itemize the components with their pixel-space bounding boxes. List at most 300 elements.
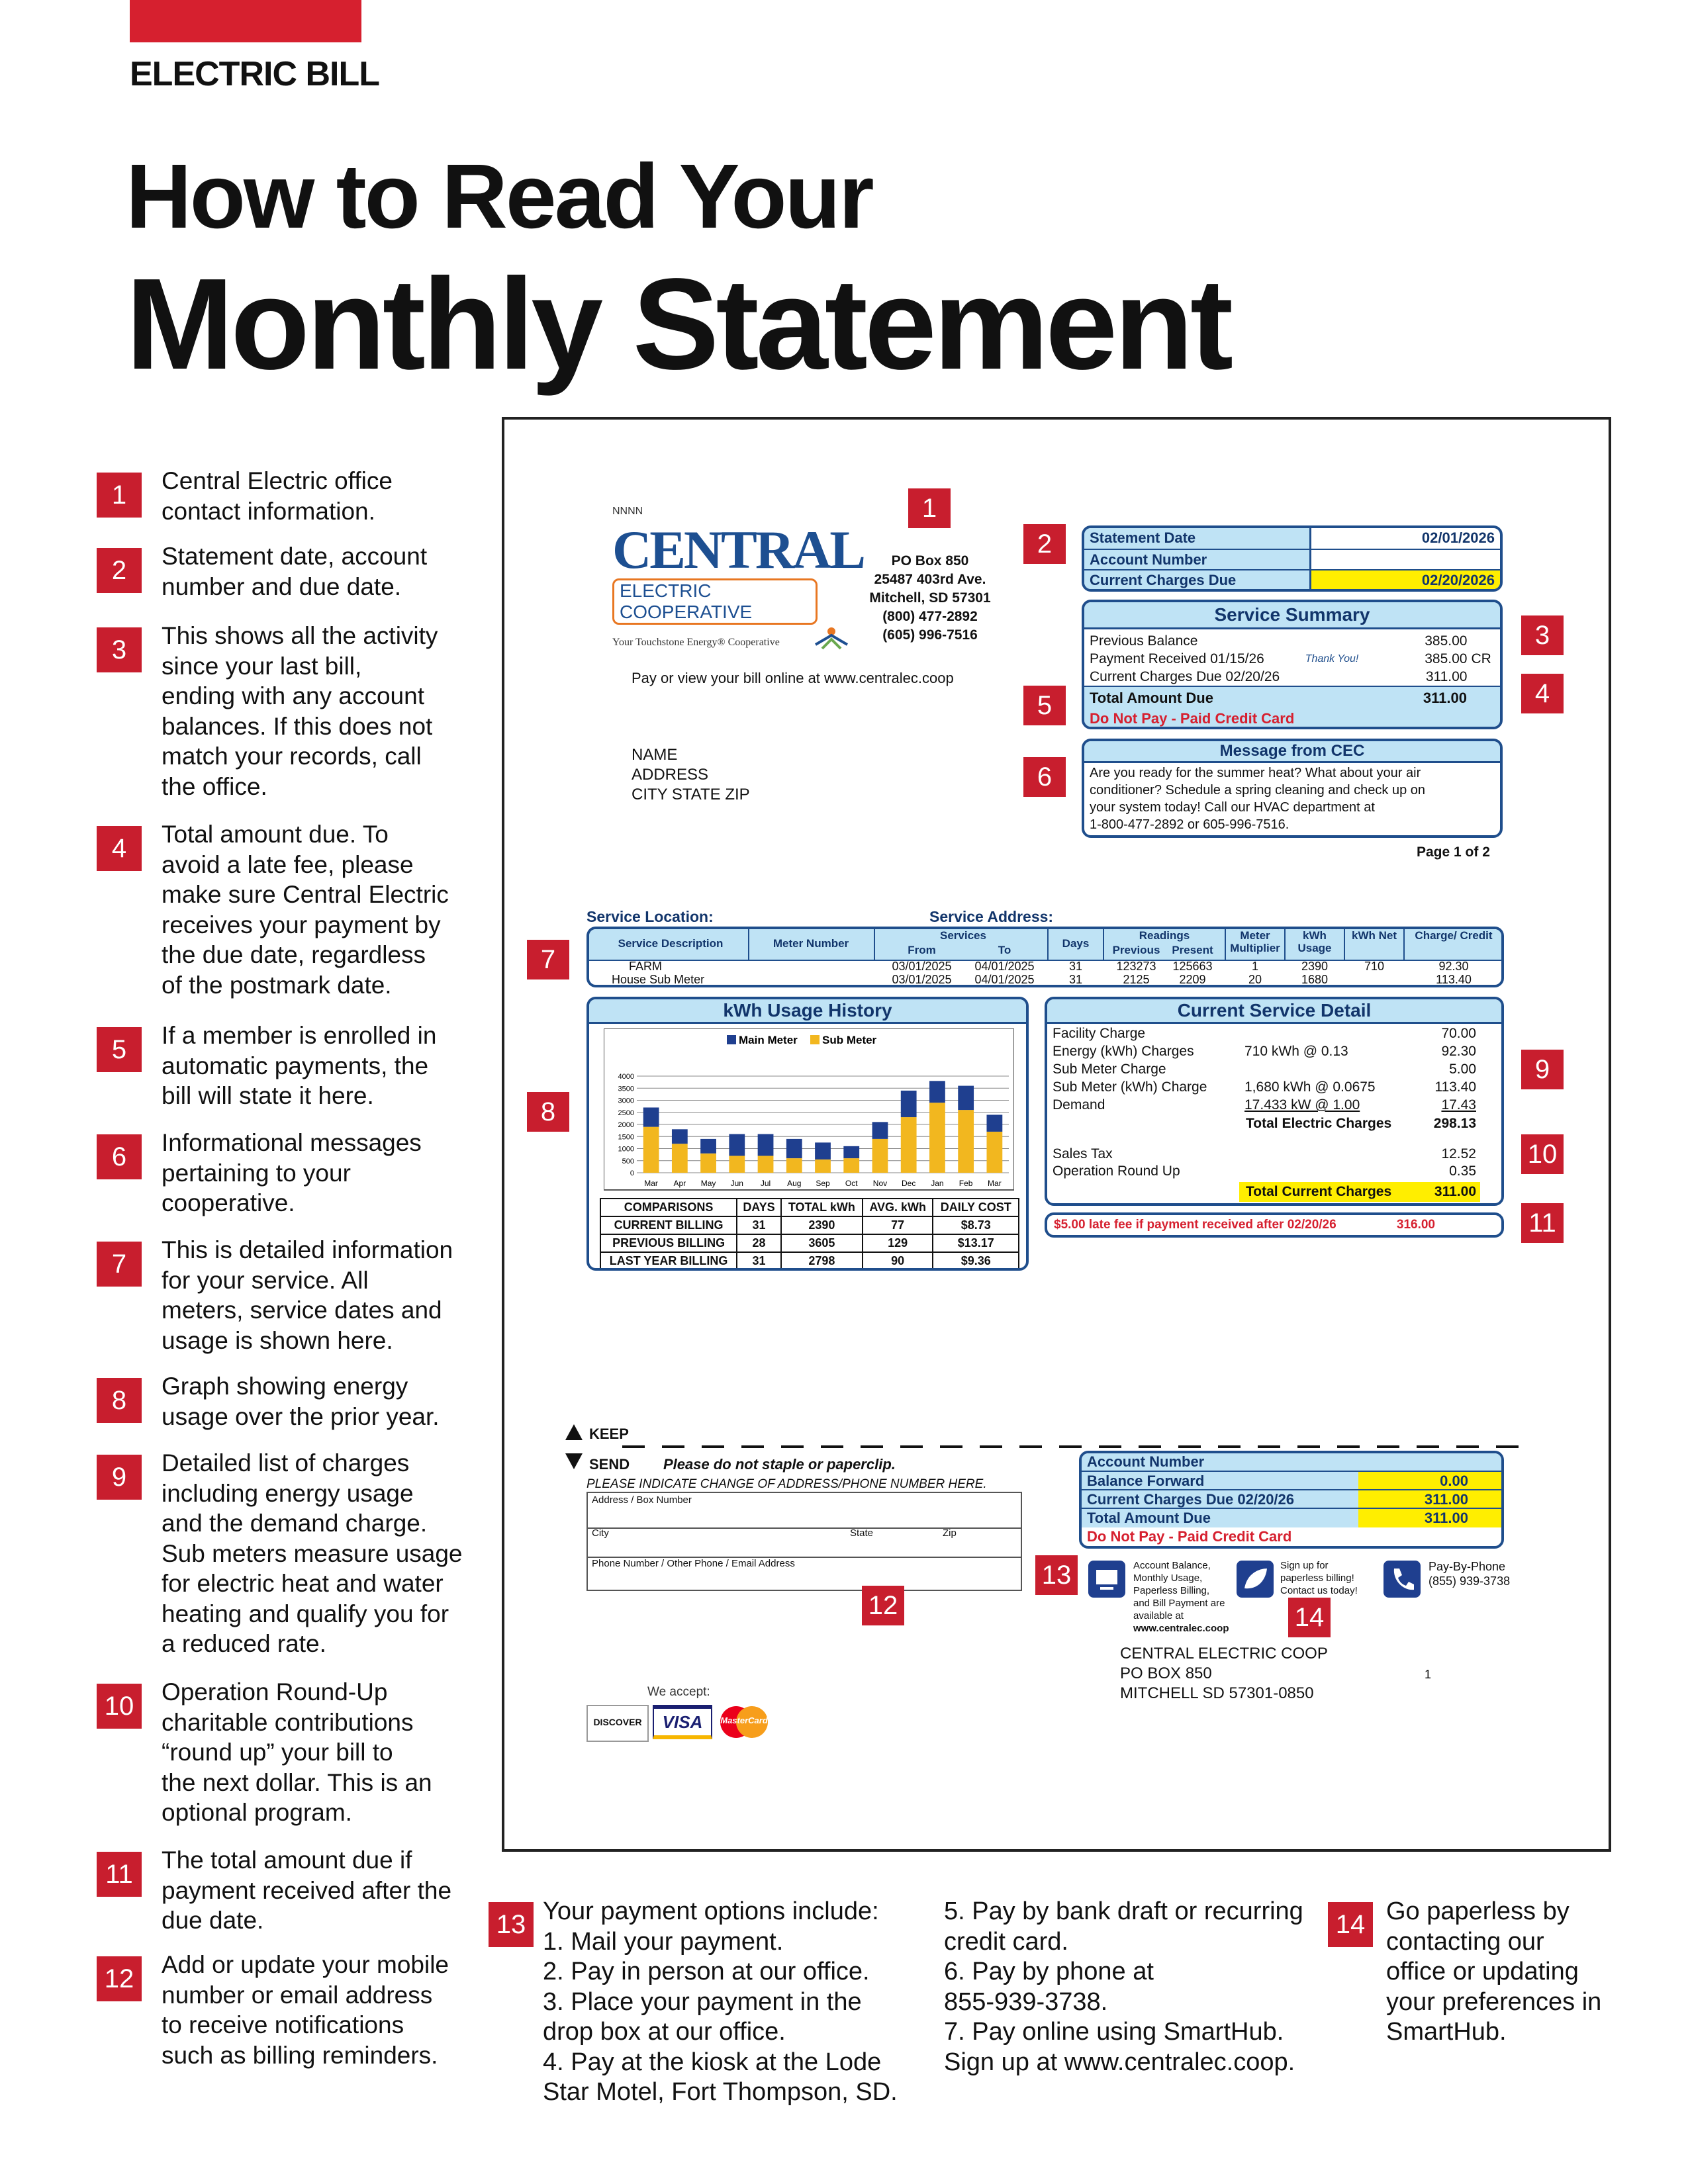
summary-row [1090,668,1495,686]
bar-sub-meter [643,1127,659,1173]
tear-dash [1218,1445,1241,1448]
detail-value: 92.30 [1441,1044,1476,1059]
service-header: Readings [1139,929,1190,942]
usage-chart [604,1028,1014,1194]
badge-12: 12 [97,1956,142,2001]
comparison-header: DAILY COST [933,1199,1019,1216]
x-tick-label: Aug [787,1179,802,1188]
address-field[interactable] [588,1493,1021,1529]
service-header: Previous [1112,944,1160,956]
service-cell: 123273 [1116,960,1156,973]
phone-line: Pay-By-Phone [1429,1560,1506,1573]
y-tick-label: 1500 [618,1133,634,1142]
tear-dash [861,1445,883,1448]
comparison-row [600,1252,1019,1270]
service-header: To [998,944,1011,956]
badge-2: 2 [97,548,142,593]
tear-dash [1258,1445,1280,1448]
bar-sub-meter [843,1158,859,1173]
zip-field-label: Zip [943,1527,957,1539]
office-address-line: PO Box 850 [891,553,969,569]
y-tick-label: 2500 [618,1109,634,1117]
logo-sub: ELECTRIC COOPERATIVE [612,578,818,625]
total-current-row [1239,1182,1480,1202]
y-tick-label: 0 [630,1169,634,1177]
service-cell: 2125 [1123,973,1150,986]
bill-code: NNNN [612,506,643,517]
legend-text-8: Graph showing energy usage over the prior year. [162,1373,440,1430]
comparison-cell: $9.36 [933,1252,1019,1270]
detail-row [1053,1078,1476,1096]
keep-label: KEEP [589,1426,629,1442]
tear-dash [662,1445,684,1448]
detail-label: Sub Meter Charge [1053,1062,1166,1077]
y-tick-label: 4000 [618,1073,634,1081]
comparisons-table [600,1198,1019,1271]
change-form [586,1492,1022,1591]
remit-line: PO BOX 850 [1120,1664,1212,1682]
message-title: Message from CEC [1084,741,1500,763]
tear-dash [741,1445,764,1448]
usage-history-title: kWh Usage History [589,999,1026,1024]
bill-badge-12: 12 [862,1586,904,1625]
statement-date-value: 02/01/2026 [1309,528,1500,549]
bill-badge-14: 14 [1288,1598,1331,1637]
online-line: Monthly Usage, [1133,1572,1203,1584]
service-cell: 04/01/2025 [974,960,1035,973]
badge-5: 5 [97,1027,142,1072]
bill-badge-1: 1 [908,488,951,528]
bill-badge-7: 7 [527,940,569,979]
badge-11: 11 [97,1852,142,1897]
badge-6: 6 [97,1134,142,1179]
service-cell: 2209 [1179,973,1206,986]
paperless-info: Go paperless by contacting our office or updating your preferences in SmartHub. [1386,1897,1602,2046]
legend-text-2: Statement date, account number and due date. [162,543,428,600]
tear-dash [980,1445,1002,1448]
bill-badge-2: 2 [1023,524,1066,564]
stub-balance-value: 0.00 [1358,1472,1501,1490]
x-tick-label: Mar [644,1179,658,1188]
detail-label: Demand [1053,1097,1105,1113]
service-location-label: Service Location: [586,908,714,925]
sales-tax-row [1053,1146,1476,1162]
paperless-text [1280,1559,1358,1597]
bill-badge-6: 6 [1023,757,1066,797]
detail-label: Energy (kWh) Charges [1053,1044,1194,1059]
recipient-line: ADDRESS [632,766,709,784]
legend-text-4: Total amount due. To avoid a late fee, please make sure Central Electric receives your payment by the due date, regardless of the postmark date. [162,821,449,999]
service-header: Meter Number [773,937,849,950]
legend-text-10: Operation Round-Up charitable contributions “round up” your bill to the next dollar. This is an optional program. [162,1678,432,1826]
online-line: available at [1133,1610,1184,1621]
x-tick-label: Nov [872,1179,888,1188]
sales-tax-label: Sales Tax [1053,1146,1113,1161]
service-cell: 31 [1068,973,1083,986]
late-fee-row [1045,1212,1504,1238]
message-line: conditioner? Schedule a spring cleaning and check up on [1090,783,1426,797]
recipient-address [632,745,750,805]
online-line: Paperless Billing, [1133,1585,1210,1596]
tear-dash [1178,1445,1201,1448]
tear-dash [1377,1445,1399,1448]
detail-row [1053,1096,1476,1114]
service-col-divider [1225,929,1226,960]
legend-text-7: This is detailed information for your service. All meters, service dates and usage is shown here. [162,1236,453,1354]
tear-dash [1297,1445,1320,1448]
tear-dash [622,1445,645,1448]
keep-arrow-icon [564,1423,584,1445]
bill-badge-3: 3 [1521,615,1564,655]
detail-row [1053,1042,1476,1060]
autopay-notice: Do Not Pay - Paid Credit Card [1084,708,1500,729]
service-header: kWh Usage [1297,929,1332,954]
title-line1: How to Read Your [126,146,872,248]
remit-line: MITCHELL SD 57301-0850 [1120,1684,1314,1702]
computer-icon [1088,1561,1125,1598]
bar-main-meter [986,1115,1002,1132]
badge-13: 13 [489,1902,534,1947]
service-col-divider [1403,929,1405,960]
tear-dash [1456,1445,1479,1448]
leaf-icon [1237,1561,1274,1598]
tear-dash [1139,1445,1161,1448]
title-line2: Monthly Statement [126,251,1231,396]
office-address-line: (800) 477-2892 [882,609,978,624]
service-col-divider [748,929,749,960]
contact-field[interactable] [588,1557,1021,1590]
detail-value: 5.00 [1449,1062,1476,1077]
service-header: From [908,944,936,956]
bar-main-meter [729,1134,745,1156]
legend-text-9: Detailed list of charges including energy usage and the demand charge. Sub meters measure usage for electric heat and water heating and qualify you for a reduced rate. [162,1449,463,1657]
x-tick-label: Feb [959,1179,973,1188]
page-number: Page 1 of 2 [1417,844,1490,860]
tear-dash [940,1445,962,1448]
statement-date-label: Statement Date [1084,528,1309,549]
x-tick-label: Mar [988,1179,1002,1188]
no-staple-text: Please do not staple or paperclip. [663,1456,896,1473]
total-due-value: 311.00 [1423,690,1467,706]
badge-9: 9 [97,1455,142,1500]
badge-8: 8 [97,1378,142,1423]
y-tick-label: 500 [622,1157,634,1165]
due-date-label: Current Charges Due [1084,570,1309,591]
comparison-header: DAYS [737,1199,781,1216]
touchstone-icon [813,625,850,653]
service-col-divider [1284,929,1286,960]
logo-main: CENTRAL [612,520,864,580]
bar-sub-meter [786,1158,802,1173]
tear-dash [1059,1445,1082,1448]
service-cell: 2390 [1301,960,1329,973]
x-tick-label: Jan [931,1179,944,1188]
bill-badge-11: 11 [1521,1203,1564,1243]
summary-note [1305,632,1422,650]
tear-dash [1337,1445,1360,1448]
bar-sub-meter [700,1154,716,1173]
badge-3: 3 [97,627,142,672]
section-label: ELECTRIC BILL [130,55,379,93]
detail-value: 17.43 [1441,1097,1476,1113]
visa-label: VISA [662,1712,703,1732]
account-number-value [1309,550,1500,570]
summary-value: 385.00 [1425,633,1468,649]
y-tick-label: 1000 [618,1145,634,1154]
bar-sub-meter [958,1110,974,1173]
header-accent-bar [130,0,361,42]
stub-total-label: Total Amount Due [1082,1509,1358,1527]
service-cell: 31 [1068,960,1083,973]
total-electric-label: Total Electric Charges [1246,1116,1392,1131]
bar-sub-meter [758,1156,774,1173]
legend-sub-swatch [810,1035,820,1044]
tear-dash [1019,1445,1042,1448]
service-header: Services [940,929,986,942]
online-line: and Bill Payment are [1133,1598,1225,1609]
comparison-cell: PREVIOUS BILLING [600,1234,737,1252]
comparison-cell: 90 [863,1252,933,1270]
due-date-value: 02/20/2026 [1309,570,1500,591]
badge-7: 7 [97,1242,142,1287]
account-number-label: Account Number [1084,550,1309,570]
legend-text-6: Informational messages pertaining to your cooperative. [162,1129,422,1216]
service-cell: 03/01/2025 [892,973,952,986]
tear-dash [1099,1445,1121,1448]
paperless-line: Contact us today! [1280,1585,1358,1596]
service-cell: 92.30 [1438,960,1469,973]
bar-sub-meter [901,1117,917,1173]
online-line: www.centralec.coop [1133,1623,1229,1634]
summary-label: Previous Balance [1090,633,1198,649]
x-tick-label: Dec [902,1179,916,1188]
bar-sub-meter [672,1144,688,1173]
phone-line: (855) 939-3738 [1429,1574,1511,1588]
detail-mid: 17.433 kW @ 1.00 [1244,1097,1360,1113]
legend-main-label: Main Meter [739,1034,798,1046]
summary-label: Current Charges Due 02/20/26 [1090,669,1280,684]
bar-sub-meter [815,1160,831,1173]
comparison-row [600,1234,1019,1252]
late-fee-value: 316.00 [1396,1218,1435,1232]
tear-dash [1417,1445,1439,1448]
recipient-line: NAME [632,746,678,764]
city-field-label: City [592,1527,609,1539]
total-due-label: Total Amount Due [1090,690,1213,706]
summary-value: 385.00 [1425,651,1468,666]
service-cell: FARM [629,960,663,973]
late-fee-text: $5.00 late fee if payment received after 02/20/26 [1054,1218,1336,1232]
service-col-divider [1047,929,1049,960]
x-tick-label: Apr [673,1179,686,1188]
detail-label: Facility Charge [1053,1026,1146,1041]
summary-row [1090,632,1495,650]
discover-logo [586,1705,649,1742]
discover-label: DISCOVER [593,1717,642,1727]
remit-line: CENTRAL ELECTRIC COOP [1120,1645,1328,1662]
remit-number: 1 [1425,1668,1432,1681]
service-header: Service Description [618,937,724,950]
bar-main-meter [786,1139,802,1158]
comparison-header: TOTAL kWh [781,1199,863,1216]
bar-main-meter [672,1129,688,1144]
bill-badge-4: 4 [1521,674,1564,713]
bar-main-meter [643,1107,659,1126]
logo-tagline: Your Touchstone Energy® Cooperative [612,637,780,648]
service-cell: 113.40 [1436,973,1472,986]
detail-row [1053,1024,1476,1042]
stub-due-label: Current Charges Due 02/20/26 [1082,1490,1358,1509]
comparison-cell: 31 [737,1216,781,1234]
office-address [854,552,1006,645]
stub-summary [1079,1451,1504,1549]
statement-box [1082,525,1503,592]
bill-badge-5: 5 [1023,686,1066,725]
badge-4: 4 [97,826,142,871]
comparison-cell: 28 [737,1234,781,1252]
paperless-line: Sign up for [1280,1560,1329,1571]
comparison-cell: 77 [863,1216,933,1234]
service-summary [1082,600,1503,729]
comparison-cell: 129 [863,1234,933,1252]
detail-mid [1244,1060,1417,1078]
service-header: kWh Net [1352,929,1397,942]
detail-value: 70.00 [1441,1026,1476,1041]
service-address-label: Service Address: [929,908,1054,925]
stub-account-label: Account Number [1082,1453,1501,1471]
badge-1: 1 [97,473,142,518]
service-cell: 125663 [1172,960,1213,973]
contact-field-label: Phone Number / Other Phone / Email Address [592,1558,795,1569]
city-state-zip-field[interactable] [588,1525,1021,1558]
remit-address [1120,1644,1328,1704]
total-electric-row [1246,1116,1476,1132]
stub-autopay: Do Not Pay - Paid Credit Card [1087,1528,1292,1545]
stub-due-value: 311.00 [1358,1490,1501,1509]
bar-main-meter [758,1134,774,1156]
badge-10: 10 [97,1684,142,1729]
service-col-divider [1103,929,1104,960]
comparison-header: AVG. kWh [863,1199,933,1216]
visa-logo [653,1705,712,1739]
current-service-detail [1045,997,1504,1206]
summary-label: Payment Received 01/15/26 [1090,651,1264,666]
send-arrow-icon [564,1452,584,1474]
tear-dash [781,1445,804,1448]
service-table [586,927,1504,987]
state-field-label: State [850,1527,874,1539]
comparison-cell: CURRENT BILLING [600,1216,737,1234]
bar-sub-meter [986,1132,1002,1173]
service-cell: 03/01/2025 [892,960,952,973]
logo [612,520,864,649]
roundup-row [1053,1163,1476,1179]
mastercard-logo [718,1705,771,1739]
phone-icon [1383,1561,1421,1598]
bill-badge-10: 10 [1521,1134,1564,1174]
y-tick-label: 3000 [618,1097,634,1105]
office-address-line: (605) 996-7516 [882,627,978,643]
total-electric-value: 298.13 [1433,1116,1476,1131]
y-tick-label: 3500 [618,1085,634,1093]
detail-mid: 710 kWh @ 0.13 [1244,1044,1348,1059]
detail-mid [1244,1024,1417,1042]
service-header: Meter Multiplier [1230,929,1280,954]
message-box [1082,739,1503,838]
bill-badge-13: 13 [1035,1555,1078,1595]
x-tick-label: Jul [760,1179,771,1188]
service-cell: 20 [1248,973,1262,986]
comparison-cell: LAST YEAR BILLING [600,1252,737,1270]
tear-dash [702,1445,724,1448]
comparison-cell: 31 [737,1252,781,1270]
service-header: Charge/ Credit [1415,929,1493,942]
service-cell: 710 [1364,960,1385,973]
summary-suffix [1467,632,1495,650]
legend-sub-label: Sub Meter [822,1034,877,1046]
total-current-label: Total Current Charges [1246,1184,1392,1199]
stub-balance-label: Balance Forward [1082,1472,1358,1490]
usage-history [586,997,1029,1271]
detail-value: 113.40 [1434,1079,1476,1095]
y-tick-label: 2000 [618,1121,634,1129]
total-current-value: 311.00 [1434,1184,1476,1199]
bar-main-meter [700,1139,716,1154]
legend-main-swatch [727,1035,736,1044]
legend-text-11: The total amount due if payment received after the due date. [162,1846,452,1934]
service-summary-title: Service Summary [1084,602,1500,629]
sales-tax-value: 12.52 [1441,1146,1476,1161]
x-tick-label: Sep [816,1179,830,1188]
summary-suffix [1467,668,1495,686]
bar-main-meter [929,1081,945,1103]
message-line: your system today! Call our HVAC department at [1090,800,1375,815]
change-notice: PLEASE INDICATE CHANGE OF ADDRESS/PHONE NUMBER HERE. [586,1477,987,1491]
detail-title: Current Service Detail [1047,999,1501,1024]
office-address-line: Mitchell, SD 57301 [869,590,991,606]
summary-value: 311.00 [1425,669,1468,684]
online-text [1133,1559,1229,1635]
comparison-cell: $8.73 [933,1216,1019,1234]
detail-row [1053,1060,1476,1078]
pay-online-text: Pay or view your bill online at www.centralec.coop [632,670,954,686]
bar-sub-meter [872,1139,888,1173]
x-tick-label: Oct [845,1179,858,1188]
message-line: Are you ready for the summer heat? What about your air [1090,766,1421,780]
comparison-cell: 2798 [781,1252,863,1270]
summary-row [1090,650,1495,668]
summary-suffix: CR [1471,651,1491,666]
x-tick-label: Jun [730,1179,743,1188]
tear-dash [821,1445,843,1448]
service-header: Present [1172,944,1213,956]
service-cell: 1 [1251,960,1258,973]
detail-mid: 1,680 kWh @ 0.0675 [1244,1079,1376,1095]
roundup-label: Operation Round Up [1053,1163,1180,1179]
chart-frame [604,1028,1014,1190]
recipient-line: CITY STATE ZIP [632,786,750,803]
detail-label: Sub Meter (kWh) Charge [1053,1079,1207,1095]
legend-text-5: If a member is enrolled in automatic payments, the bill will state it here. [162,1022,437,1109]
bar-main-meter [872,1122,888,1139]
bar-main-meter [815,1142,831,1160]
legend-text-12: Add or update your mobile number or email address to receive notifications such as billing reminders. [162,1951,449,2069]
online-line: Account Balance, [1133,1560,1211,1571]
summary-note: Thank You! [1305,653,1359,664]
service-header: Days [1062,937,1090,950]
we-accept-label: We accept: [647,1685,710,1699]
payment-options-2: 5. Pay by bank draft or recurring credit card. 6. Pay by phone at 855-939-3738. 7. Pay online using SmartHub. Sign up at www.centralec.coop. [944,1897,1303,2076]
